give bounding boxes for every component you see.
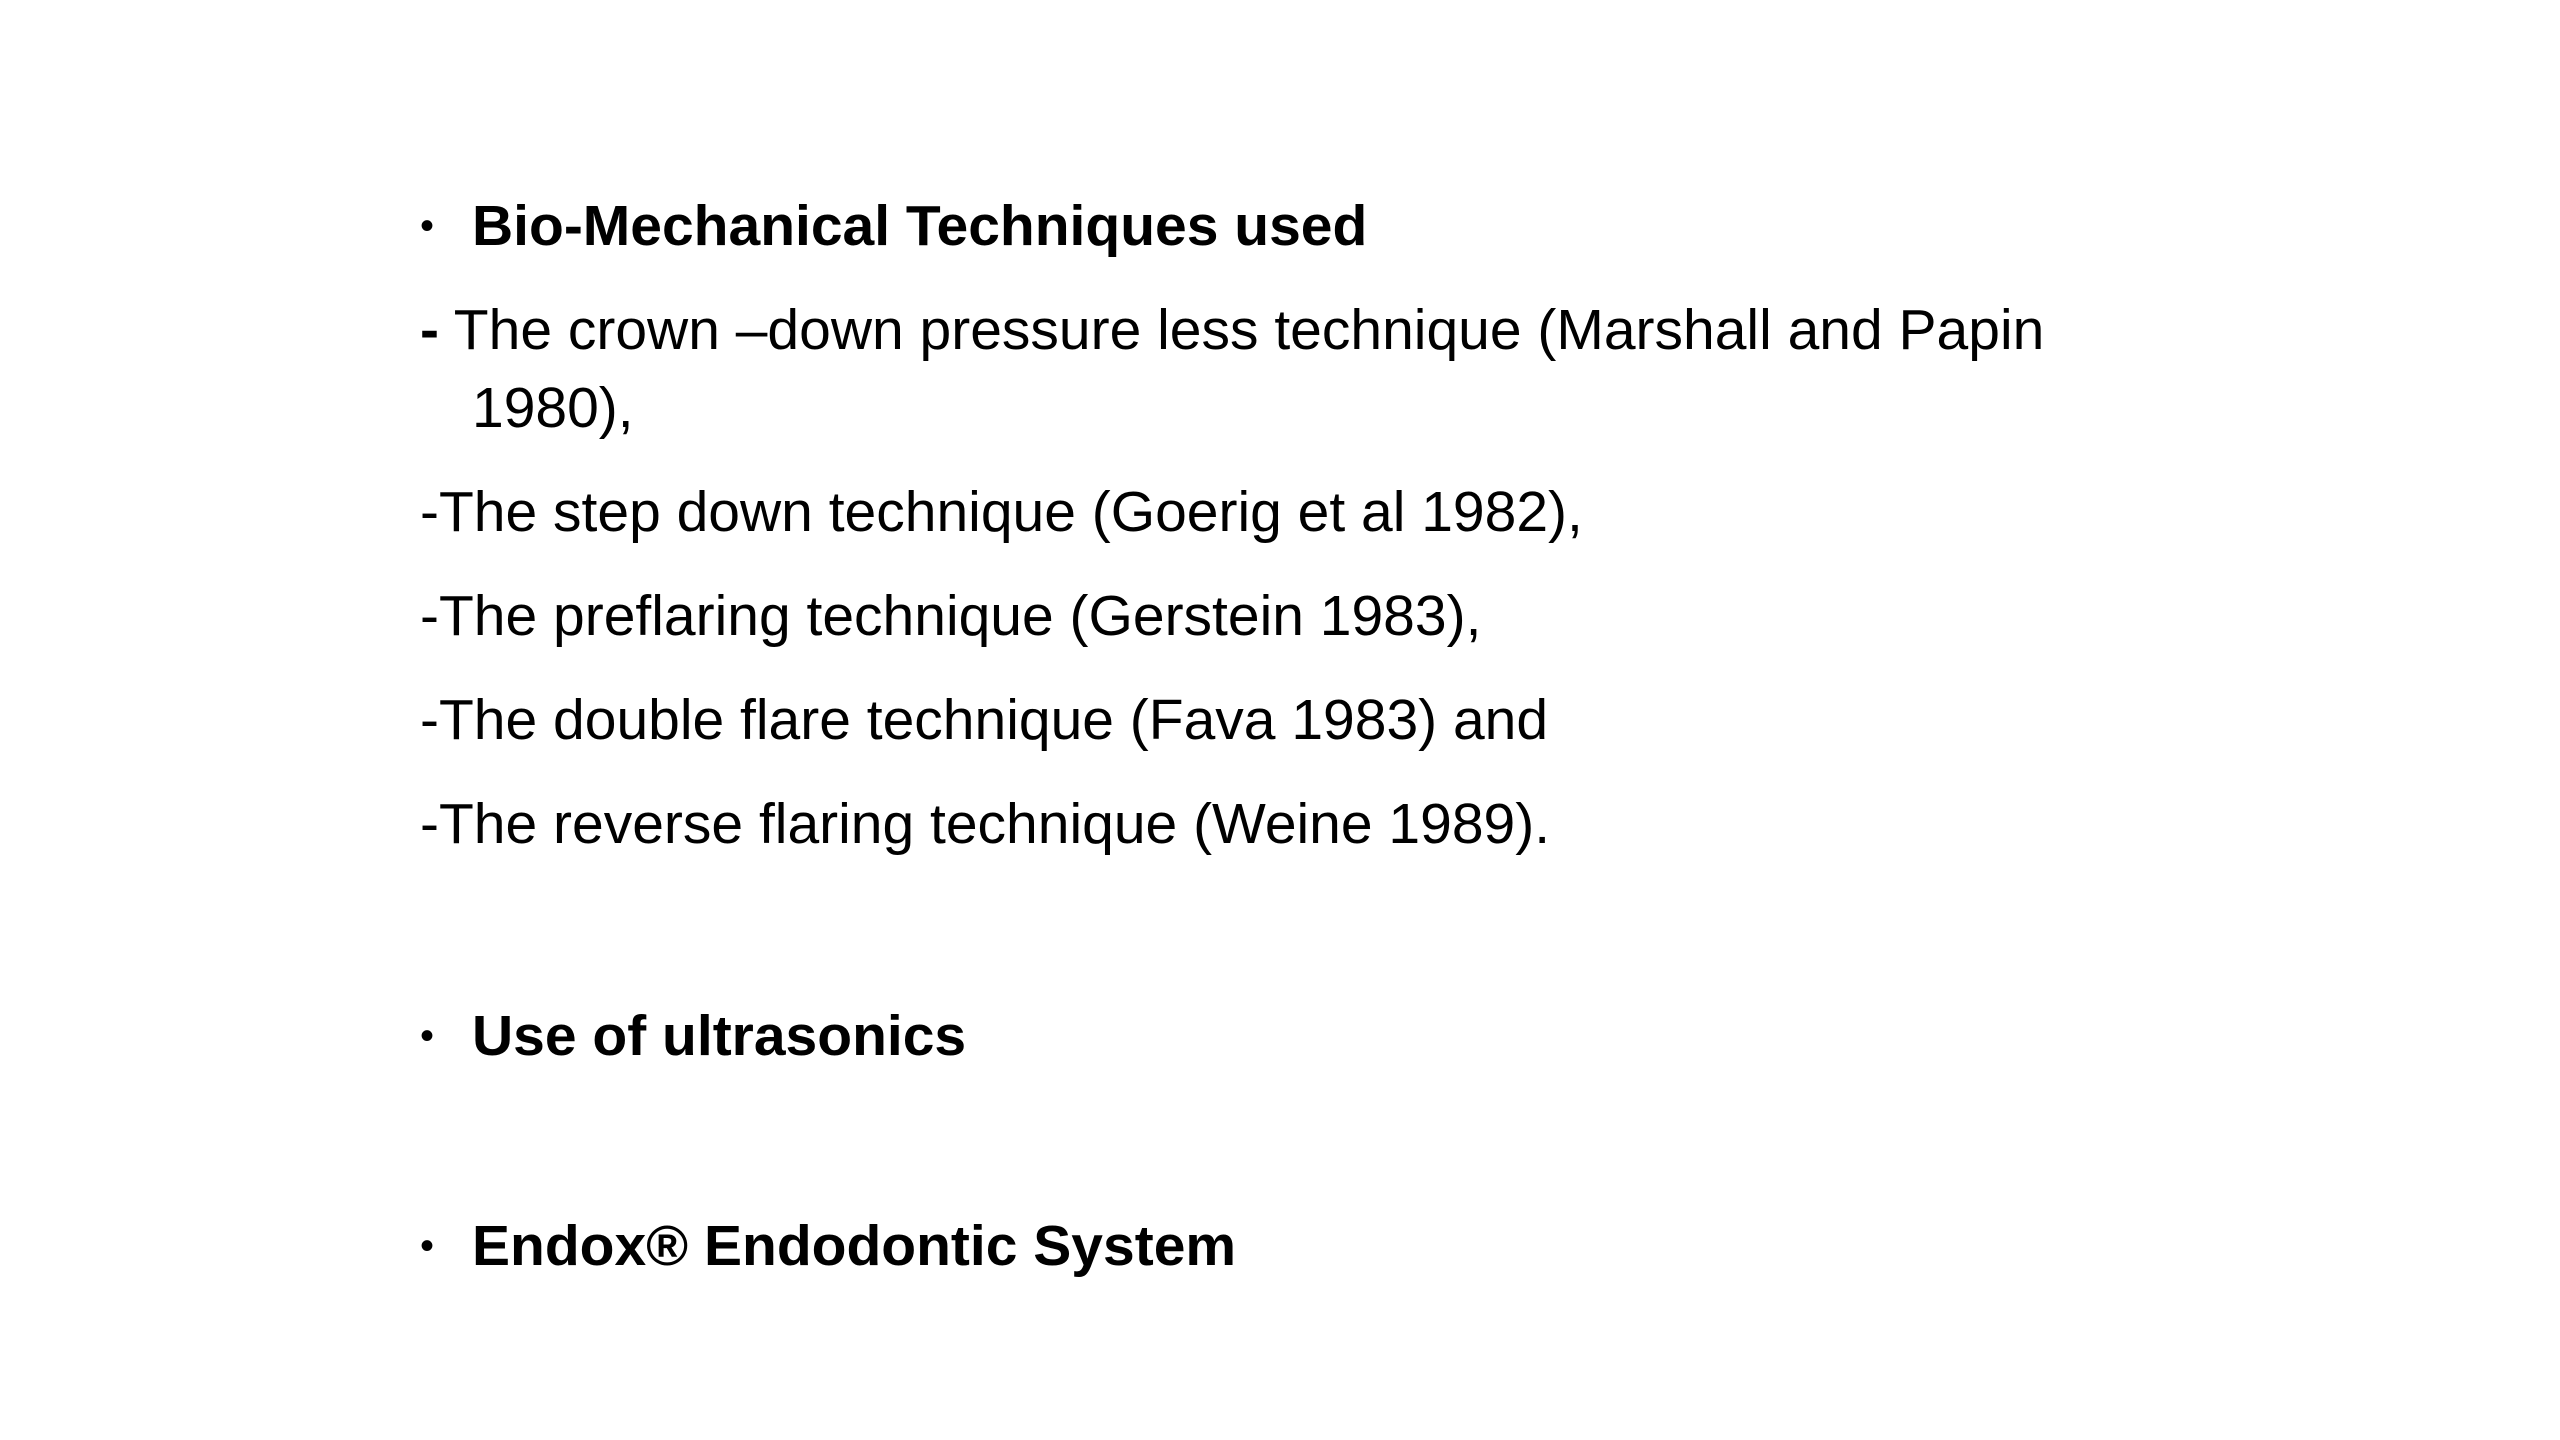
bullet-heading: Endox® Endodontic System	[472, 1214, 1237, 1278]
bullet-marker: •	[420, 1224, 435, 1268]
item-text-line1: The crown –down pressure less technique (Marshall and Papin	[453, 298, 2045, 362]
item-text-line2: 1980),	[472, 376, 634, 440]
bullet-marker: •	[420, 1014, 435, 1058]
bullet-ultrasonics	[420, 1004, 1820, 1068]
technique-item-crown-down	[420, 298, 2045, 362]
technique-item-double-flare: -The double flare technique (Fava 1983) and	[420, 688, 1549, 752]
bullet-marker: •	[420, 204, 435, 248]
bullet-biomechanical	[420, 194, 1820, 258]
bullet-endox	[420, 1214, 1820, 1278]
bullet-heading: Bio-Mechanical Techniques used	[472, 194, 1368, 258]
bullet-heading: Use of ultrasonics	[472, 1004, 967, 1068]
technique-item-reverse-flaring: -The reverse flaring technique (Weine 1989).	[420, 792, 1551, 856]
technique-item-preflaring: -The preflaring technique (Gerstein 1983),	[420, 584, 1482, 648]
technique-item-crown-down-continued	[472, 376, 634, 440]
item-dash: -	[420, 298, 439, 362]
technique-item-step-down: -The step down technique (Goerig et al 1982),	[420, 480, 1583, 544]
